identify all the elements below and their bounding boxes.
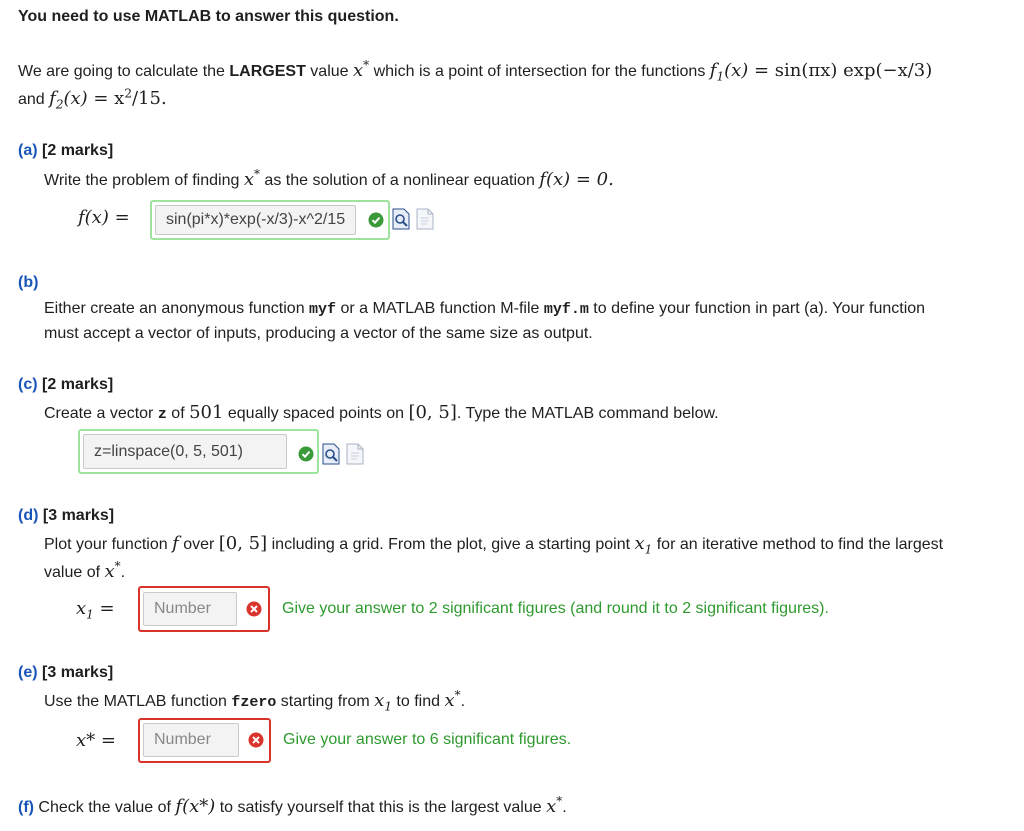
part-b-label: (b) <box>18 274 39 291</box>
check-icon <box>368 212 384 228</box>
code-myf-m: myf.m <box>543 301 589 318</box>
intro-text: and <box>18 91 50 108</box>
info-page-icon[interactable] <box>416 208 434 230</box>
part-e-field-label: x* = <box>76 730 116 751</box>
part-a-marks: [2 marks] <box>42 142 114 159</box>
part-f-text-segment: . <box>562 799 567 816</box>
subscript-1: 1 <box>86 607 94 622</box>
part-e-text-segment: starting from <box>276 693 375 710</box>
part-f-label: (f) <box>18 799 34 816</box>
code-myf: myf <box>309 301 337 318</box>
f2-definition: = x <box>93 88 125 109</box>
part-a-heading <box>18 142 113 160</box>
part-e-text-segment: Use the MATLAB function <box>44 693 232 710</box>
part-d-text-segment: value of <box>44 564 105 581</box>
f1-definition: = sin(πx) exp(−x/3) <box>754 60 933 81</box>
x-star-symbol: x* <box>546 794 563 817</box>
part-c-text-segment: of <box>166 405 190 422</box>
part-d-text-segment: Plot your function <box>44 536 173 553</box>
part-c-answer-input[interactable] <box>83 434 287 469</box>
part-f-text-segment: Check the value of <box>33 799 176 816</box>
code-z: z <box>157 406 167 423</box>
preview-icon[interactable] <box>392 208 410 230</box>
x-star-symbol: x* <box>444 688 461 711</box>
part-e-text-segment: to find <box>391 693 445 710</box>
part-e-label: (e) <box>18 664 38 681</box>
part-d-heading <box>18 507 114 525</box>
part-d-text-segment: over <box>178 536 219 553</box>
part-e-heading <box>18 664 113 682</box>
x-symbol: x <box>76 598 87 619</box>
part-a-text <box>44 169 614 190</box>
f2-symbol: $f_2(x)$ <box>49 88 94 112</box>
part-e-hint: Give your answer to 6 significant figures. <box>283 731 572 748</box>
interval: [0, 5] <box>408 402 457 423</box>
part-c-label: (c) <box>18 376 38 393</box>
part-a-label: (a) <box>18 142 38 159</box>
part-e-text-segment: . <box>460 693 466 710</box>
part-c-text-segment: . Type the MATLAB command below. <box>456 405 719 422</box>
intro-text: value <box>305 63 353 80</box>
preview-icon[interactable] <box>322 443 340 465</box>
part-c-marks: [2 marks] <box>42 376 114 393</box>
interval: [0, 5] <box>218 533 268 554</box>
part-e-marks: [3 marks] <box>42 664 114 681</box>
x-star-symbol: x* <box>243 167 260 190</box>
part-d-marks: [3 marks] <box>42 507 115 524</box>
part-f-text-segment: to satisfy yourself that this is the largest value <box>215 799 547 816</box>
intro-line-1 <box>18 58 933 84</box>
part-b-line-1 <box>44 300 925 318</box>
x-star-symbol: x* <box>104 559 121 582</box>
intro-line-2: and $f_2(x) = x^2/15$. <box>18 86 167 112</box>
part-b-text-segment: to define your function in part (a). Your function <box>588 300 926 317</box>
intro-text: which is a point of intersection for the functions <box>369 63 710 80</box>
equals-sign: = <box>93 598 115 619</box>
part-c-text <box>44 402 719 423</box>
f-of-x-star: f(x*) <box>175 796 216 817</box>
f1-symbol: $f_1(x)$ <box>709 60 754 84</box>
info-page-icon[interactable] <box>346 443 364 465</box>
check-icon <box>298 446 314 462</box>
part-d-answer-input[interactable] <box>143 592 237 626</box>
part-a-answer-input[interactable] <box>155 205 356 235</box>
cross-icon <box>246 601 262 617</box>
part-e-answer-input[interactable] <box>143 723 239 757</box>
intro-text: We are going to calculate the <box>18 63 230 80</box>
intro-bold: LARGEST <box>229 63 306 80</box>
part-d-text-segment: for an iterative method to find the largest <box>652 536 944 553</box>
part-d-line-1 <box>44 533 944 557</box>
part-b-line-2: must accept a vector of inputs, producing a vector of the same size as output. <box>44 325 593 342</box>
part-d-text-segment: . <box>120 564 126 581</box>
part-c-text-segment: Create a vector <box>44 405 158 422</box>
f-symbol: f <box>172 533 179 554</box>
x1-symbol: $x_1$ <box>374 690 392 714</box>
x-star-symbol: x* <box>352 58 370 81</box>
part-d-field-label <box>76 598 115 622</box>
f2-definition-tail: /15. <box>131 88 167 109</box>
point-count: 501 <box>189 402 224 423</box>
part-f-line <box>18 796 567 817</box>
question-title: You need to use MATLAB to answer this question. <box>18 8 399 25</box>
part-b-text-segment: Either create an anonymous function <box>44 300 310 317</box>
part-b-text-segment: or a MATLAB function M-file <box>336 300 544 317</box>
part-a-field-label: f(x) = <box>78 207 130 228</box>
part-a-text-segment: as the solution of a nonlinear equation <box>259 172 540 189</box>
part-d-line-2 <box>44 561 125 582</box>
cross-icon <box>248 732 264 748</box>
code-fzero: fzero <box>231 694 277 711</box>
part-d-label: (d) <box>18 507 39 524</box>
part-c-heading <box>18 376 113 394</box>
part-e-text <box>44 688 466 714</box>
part-d-hint: Give your answer to 2 significant figures (and round it to 2 significant figures). <box>282 600 829 617</box>
x1-symbol: $x_1$ <box>634 533 653 557</box>
part-c-text-segment: equally spaced points on <box>223 405 409 422</box>
part-d-text-segment: including a grid. From the plot, give a starting point <box>267 536 635 553</box>
nonlinear-equation: f(x) = 0. <box>539 169 614 190</box>
part-a-text-segment: Write the problem of finding <box>44 172 244 189</box>
